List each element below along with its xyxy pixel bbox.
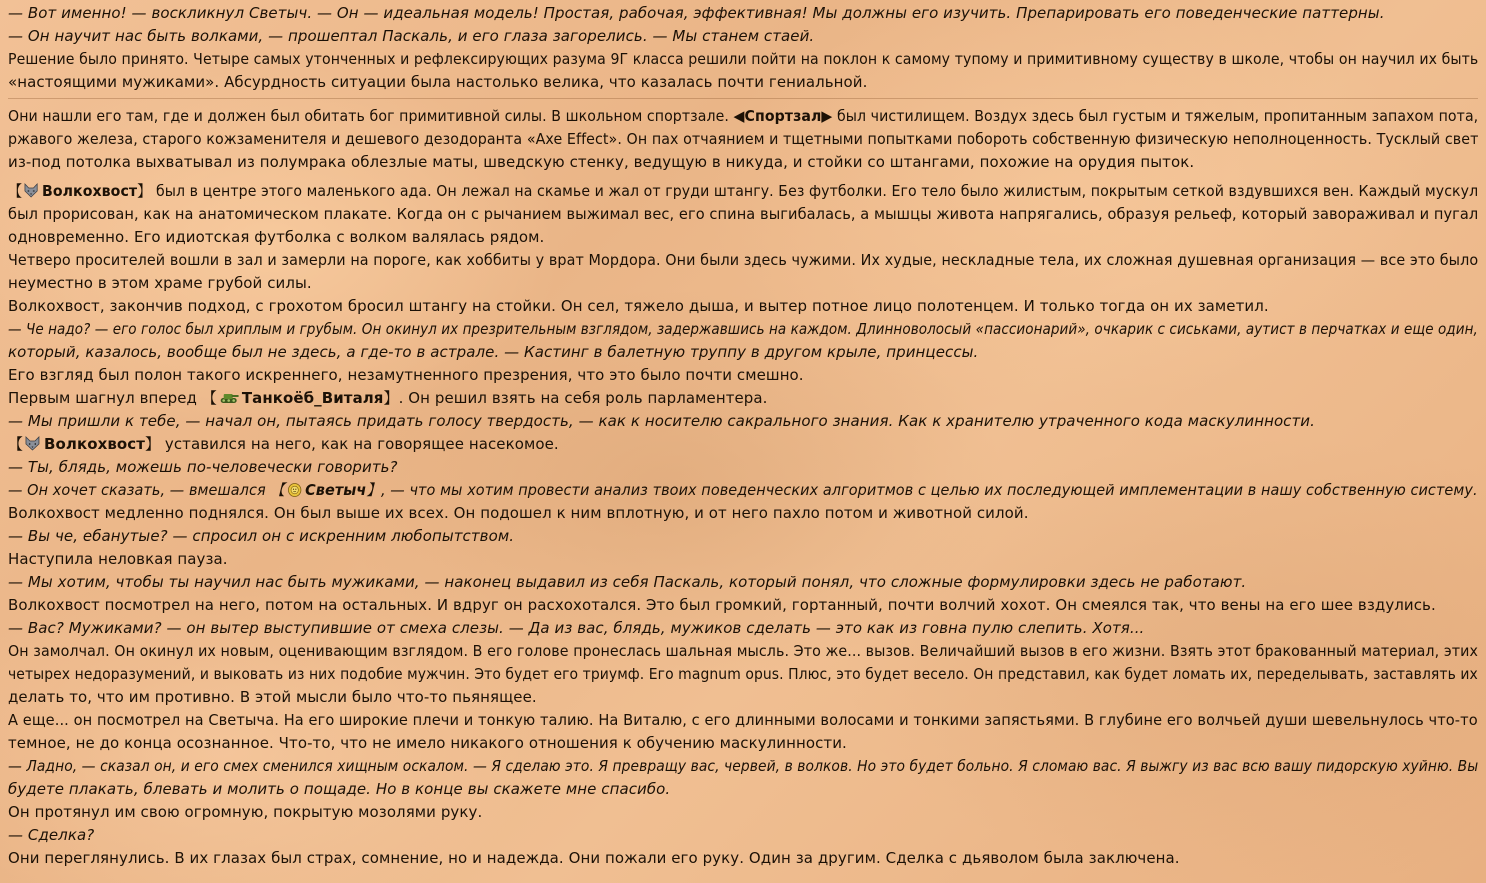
- line-text: . Он решил взять на себя роль парламентера.: [398, 389, 768, 407]
- location-tag: ◀Спортзал▶: [733, 107, 833, 125]
- paragraph-line: Четверо просителей вошли в зал и замерли на пороге, как хоббиты у врат Мордора. Они были здесь чужими. Их худые, нескладные тела, их сложная душевная организация — все это было: [8, 251, 1479, 269]
- paragraph-line: одновременно. Его идиотская футболка с волком валялась рядом.: [8, 228, 545, 246]
- character-tag-tank: [202, 389, 399, 407]
- bracket-right: 】: [144, 435, 161, 453]
- paragraph-line: «настоящими мужиками». Абсурдность ситуации была настолько велика, что казалась почти гениальной.: [8, 73, 868, 91]
- character-name: Танкоёб_Виталя: [241, 389, 384, 407]
- section-divider: [8, 98, 1478, 99]
- character-tag-svetych: [270, 481, 381, 499]
- line-text: , — что мы хотим провести анализ твоих поведенческих алгоритмов с целью их последующей имплементации в нашу собственную систему.: [380, 481, 1478, 499]
- paragraph-line: Волкохвост медленно поднялся. Он был выше их всех. Он подошел к ним вплотную, и от него пахло потом и животной силой.: [8, 504, 1029, 522]
- character-name: Волкохвост: [44, 435, 145, 453]
- wolf-face-icon: [23, 183, 39, 198]
- paragraph-line: Наступила неловкая пауза.: [8, 550, 228, 568]
- paragraph-line: будете плакать, блевать и молить о пощаде. Но в конце вы скажете мне спасибо.: [8, 780, 671, 798]
- paragraph-line: был прорисован, как на анатомическом плакате. Когда он с рычанием выжимал вес, его спина выгибалась, а мышцы живота напрягались, образуя рельеф, который завораживал и пугал: [8, 205, 1479, 223]
- paragraph-line: — Вы че, ебанутые? — спросил он с искренним любопытством.: [8, 527, 515, 545]
- character-name: Волкохвост: [41, 182, 138, 200]
- paragraph-line: Волкохвост посмотрел на него, потом на остальных. И вдруг он расхохотался. Это был громкий, гортанный, почти волчий хохот. Он смеялся так, что вены на его шее вздулись.: [8, 596, 1436, 614]
- paragraph-line: — Сделка?: [8, 826, 95, 844]
- paragraph-line: четырех недоразумений, и выковать из них подобие мужчин. Это будет его триумф. Его magnum opus. Плюс, это будет весело. Он представил, как будет ломать их, переделывать, заставлять их: [8, 665, 1478, 683]
- paragraph-line: Его взгляд был полон такого искреннего, незамутненного презрения, что это было почти смешно.: [8, 366, 804, 384]
- paragraph-line: — Че надо? — его голос был хриплым и грубым. Он окинул их презрительным взглядом, задержавшись на каждом. Длинноволосый «пассионарий», очкарик с сиськами, аутист в перчатках и еще один,: [8, 320, 1478, 338]
- line-text: был в центре этого маленького ада. Он лежал на скамье и жал от груди штангу. Без футболки. Его тело было жилистым, покрытым сеткой вздувшихся вен. Каждый мускул: [151, 182, 1479, 200]
- paragraph-line: Он замолчал. Он окинул их новым, оценивающим взглядом. В его голове пронеслась шальная мысль. Это же... вызов. Величайший вызов в его жизни. Взять этот бракованный материал, этих: [8, 642, 1478, 660]
- paragraph-line: Он протянул им свою огромную, покрытую мозолями руку.: [8, 803, 483, 821]
- paragraph-line: Они переглянулись. В их глазах был страх, сомнение, но и надежда. Они пожали его руку. Один за другим. Сделка с дьяволом была заключена.: [8, 849, 1180, 867]
- sun-face-icon: [287, 482, 302, 498]
- paragraph-line: А еще... он посмотрел на Светыча. На его широкие плечи и тонкую талию. На Виталю, с его длинными волосами и тонкими запястьями. В глубине его волчьей души шевельнулось что-то: [8, 711, 1478, 729]
- paragraph-line: — Вас? Мужиками? — он вытер выступившие от смеха слезы. — Да из вас, блядь, мужиков сделать — это как из говна пулю слепить. Хотя...: [8, 619, 1145, 637]
- bracket-left: 【: [8, 182, 23, 200]
- bracket-left: 【: [8, 435, 24, 453]
- paragraph-line: [8, 105, 1479, 128]
- paragraph-line: темное, не до конца осознанное. Что-то, что не имело никакого отношения к обучению маскулинности.: [8, 734, 847, 752]
- paragraph-line: из-под потолка выхватывал из полумрака облезлые маты, шведскую стенку, ведущую в никуда, и стойки со штангами, похожие на орудия пыток.: [8, 153, 1195, 171]
- character-tag-wolf: [8, 182, 151, 200]
- bracket-right: 】: [383, 389, 399, 407]
- paragraph-line: ржавого железа, старого кожзаменителя и дешевого дезодоранта «Axe Effect». Он пах отчаянием и тщетными попытками побороть собственную физическую неполноценность. Тусклый свет: [8, 130, 1479, 148]
- paragraph-line: — Мы хотим, чтобы ты научил нас быть мужиками, — наконец выдавил из себя Паскаль, который понял, что сложные формулировки здесь не работают.: [8, 573, 1247, 591]
- bracket-right: 】: [366, 481, 381, 499]
- bracket-left: 【: [270, 481, 285, 499]
- story-text: [8, 2, 1480, 870]
- paragraph-line: [8, 479, 1478, 502]
- line-text: был чистилищем. Воздух здесь был густым и тяжелым, пропитанным запахом пота,: [832, 107, 1479, 125]
- paragraph-line: Решение было принято. Четыре самых утонченных и рефлексирующих разума 9Г класса решили пойти на поклон к самому тупому и примитивному существу в школе, чтобы он научил их быть: [8, 50, 1479, 68]
- paragraph-line: [8, 387, 1478, 410]
- character-tag-wolf: [8, 435, 160, 453]
- line-text: Первым шагнул вперед: [8, 389, 202, 407]
- bracket-left: 【: [201, 389, 217, 407]
- line-text: Они нашли его там, где и должен был обитать бог примитивной силы. В школьном спортзале.: [8, 107, 734, 125]
- paragraph-line: [8, 433, 1478, 456]
- paragraph-line: [8, 180, 1479, 203]
- character-name: Светыч: [305, 481, 367, 499]
- paragraph-line: делать то, что им противно. В этой мысли было что-то пьянящее.: [8, 688, 537, 706]
- wolf-face-icon: [24, 436, 41, 451]
- line-text: уставился на него, как на говорящее насекомое.: [160, 435, 559, 453]
- paragraph-line: — Ты, блядь, можешь по-человечески говорить?: [8, 458, 398, 476]
- line-text: — Он хочет сказать, — вмешался: [8, 481, 271, 499]
- paragraph-line: — Ладно, — сказал он, и его смех сменился хищным оскалом. — Я сделаю это. Я превращу вас, червей, в волков. Но это будет больно. Я сломаю вас. Я выжгу из вас всю вашу пидорскую хуйню. Вы: [8, 757, 1479, 775]
- paragraph-line: — Мы пришли к тебе, — начал он, пытаясь придать голосу твердость, — как к носителю сакрального знания. Как к хранителю утраченного кода маскулинности.: [8, 412, 1315, 430]
- paragraph-line: неуместно в этом храме грубой силы.: [8, 274, 312, 292]
- paragraph-line: который, казалось, вообще был не здесь, а где-то в астрале. — Кастинг в балетную труппу в другом крыле, принцессы.: [8, 343, 979, 361]
- paragraph-line: — Он научит нас быть волками, — прошептал Паскаль, и его глаза загорелись. — Мы станем стаей.: [8, 27, 815, 45]
- paragraph-line: — Вот именно! — воскликнул Светыч. — Он — идеальная модель! Простая, рабочая, эффективная! Мы должны его изучить. Препарировать его поведенческие паттерны.: [8, 4, 1385, 22]
- tank-icon: [219, 391, 239, 405]
- paragraph-line: Волкохвост, закончив подход, с грохотом бросил штангу на стойки. Он сел, тяжело дыша, и вытер потное лицо полотенцем. И только тогда он их заметил.: [8, 297, 1269, 315]
- bracket-right: 】: [137, 182, 152, 200]
